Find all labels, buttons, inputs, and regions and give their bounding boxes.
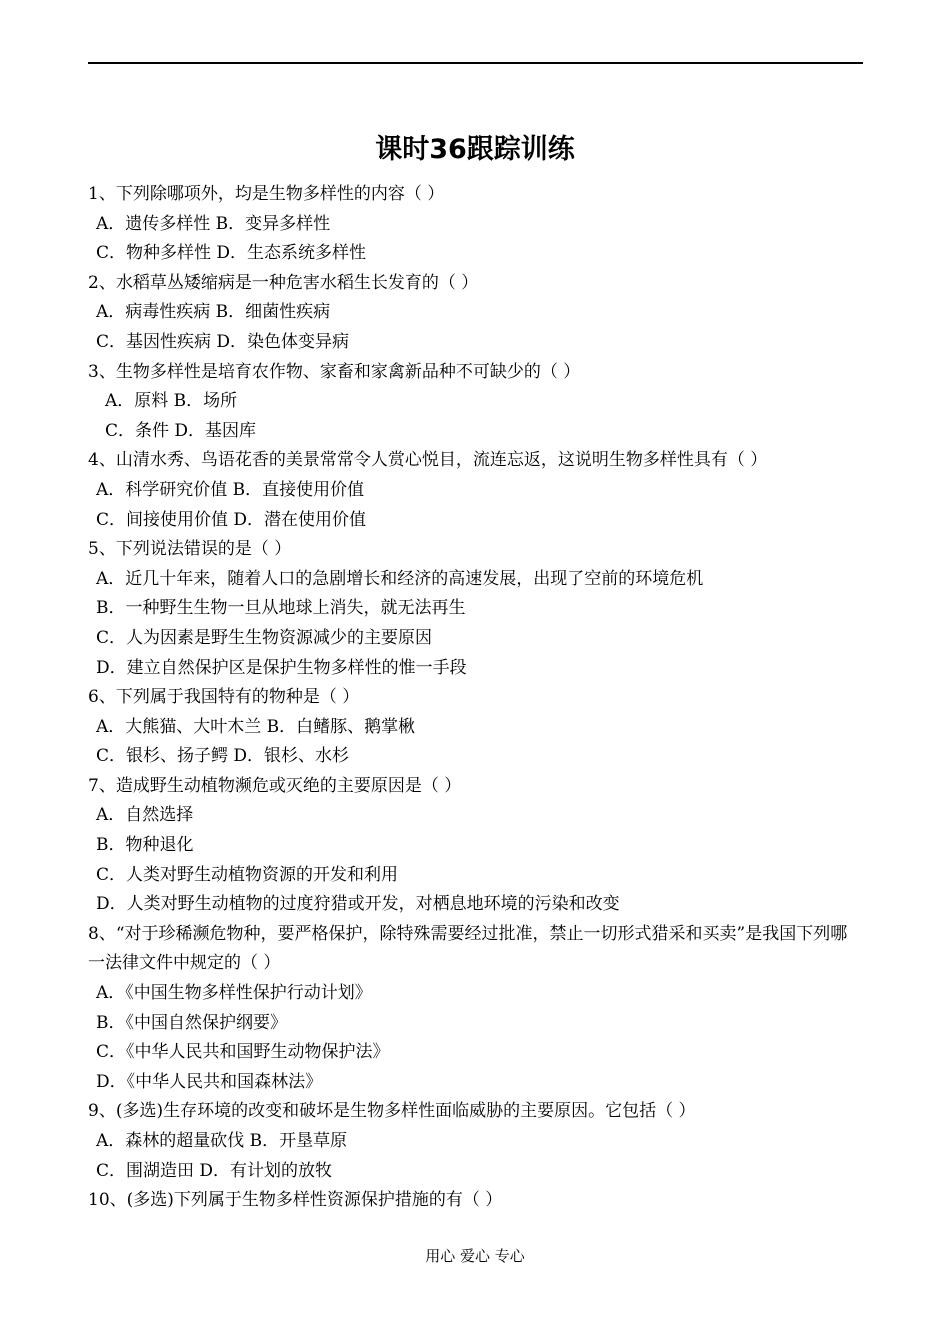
- question-7-stem: 7、造成野生动植物濒危或灭绝的主要原因是（ ）: [88, 775, 462, 796]
- question-5-option-a: A．近几十年来，随着人口的急剧增长和经济的高速发展，出现了空前的环境危机: [96, 568, 704, 589]
- question-6-option-line-1: A．大熊猫、大叶木兰 B．白鳍豚、鹅掌楸: [96, 716, 416, 737]
- question-10-stem: 10、(多选)下列属于生物多样性资源保护措施的有（ ）: [88, 1190, 503, 1211]
- question-9-stem: 9、(多选)生存环境的改变和破坏是生物多样性面临威胁的主要原因。它包括（ ）: [88, 1101, 696, 1122]
- question-6-option-line-2: C．银杉、扬子鳄 D．银杉、水杉: [96, 746, 350, 767]
- question-4-stem: 4、山清水秀、鸟语花香的美景常常令人赏心悦目，流连忘返，这说明生物多样性具有（ ）: [88, 450, 768, 471]
- page-title: 课时36跟踪训练: [375, 134, 575, 165]
- question-2-option-line-2: C．基因性疾病 D．染色体变异病: [96, 331, 350, 352]
- question-1-option-line-2: C．物种多样性 D．生态系统多样性: [96, 243, 367, 264]
- question-1-stem: 1、下列除哪项外，均是生物多样性的内容（ ）: [88, 184, 445, 204]
- question-5-option-c: C．人为因素是野生生物资源减少的主要原因: [96, 627, 433, 648]
- question-8-option-d: D．《中华人民共和国森林法》: [96, 1071, 323, 1092]
- question-9-option-line-2: C．围湖造田 D．有计划的放牧: [96, 1160, 333, 1181]
- question-2-option-line-1: A．病毒性疾病 B．细菌性疾病: [96, 302, 331, 323]
- question-list: [88, 180, 868, 1216]
- question-3-option-line-2: C．条件 D．基因库: [105, 420, 257, 441]
- question-7-option-a: A．自然选择: [96, 805, 194, 826]
- question-1-option-line-1: A．遗传多样性 B．变异多样性: [96, 213, 331, 234]
- question-9-option-line-1: A．森林的超量砍伐 B．开垦草原: [96, 1131, 348, 1151]
- question-8-option-b: B．《中国自然保护纲要》: [96, 1012, 287, 1033]
- question-7-option-b: B．物种退化: [96, 835, 194, 856]
- header-rule: [88, 62, 863, 64]
- question-3-stem: 3、生物多样性是培育农作物、家畜和家禽新品种不可缺少的（ ）: [88, 361, 581, 382]
- question-5-option-d: D．建立自然保护区是保护生物多样性的惟一手段: [96, 657, 467, 678]
- page-footer: 用心 爱心 专心: [425, 1247, 525, 1265]
- question-4-option-line-1: A．科学研究价值 B．直接使用价值: [96, 479, 365, 500]
- question-5-option-b: B．一种野生生物一旦从地球上消失，就无法再生: [96, 598, 466, 619]
- question-8-option-c: C．《中华人民共和国野生动物保护法》: [96, 1042, 390, 1063]
- question-7-option-d: D．人类对野生动植物的过度狩猎或开发，对栖息地环境的污染和改变: [96, 894, 620, 915]
- question-5-stem: 5、下列说法错误的是（ ）: [88, 539, 292, 560]
- question-7-option-c: C．人类对野生动植物资源的开发和利用: [96, 864, 399, 885]
- question-6-stem: 6、下列属于我国特有的物种是（ ）: [88, 687, 360, 708]
- question-8-stem: 8、“对于珍稀濒危物种，要严格保护，除特殊需要经过批准，禁止一切形式猎采和买卖”是我国下列哪一法律文件中规定的（ ）: [88, 923, 848, 974]
- question-8-option-a: A．《中国生物多样性保护行动计划》: [96, 983, 372, 1004]
- question-4-option-line-2: C．间接使用价值 D．潜在使用价值: [96, 509, 367, 530]
- question-2-stem: 2、水稻草丛矮缩病是一种危害水稻生长发育的（ ）: [88, 272, 479, 293]
- question-3-option-line-1: A．原料 B．场所: [105, 391, 238, 412]
